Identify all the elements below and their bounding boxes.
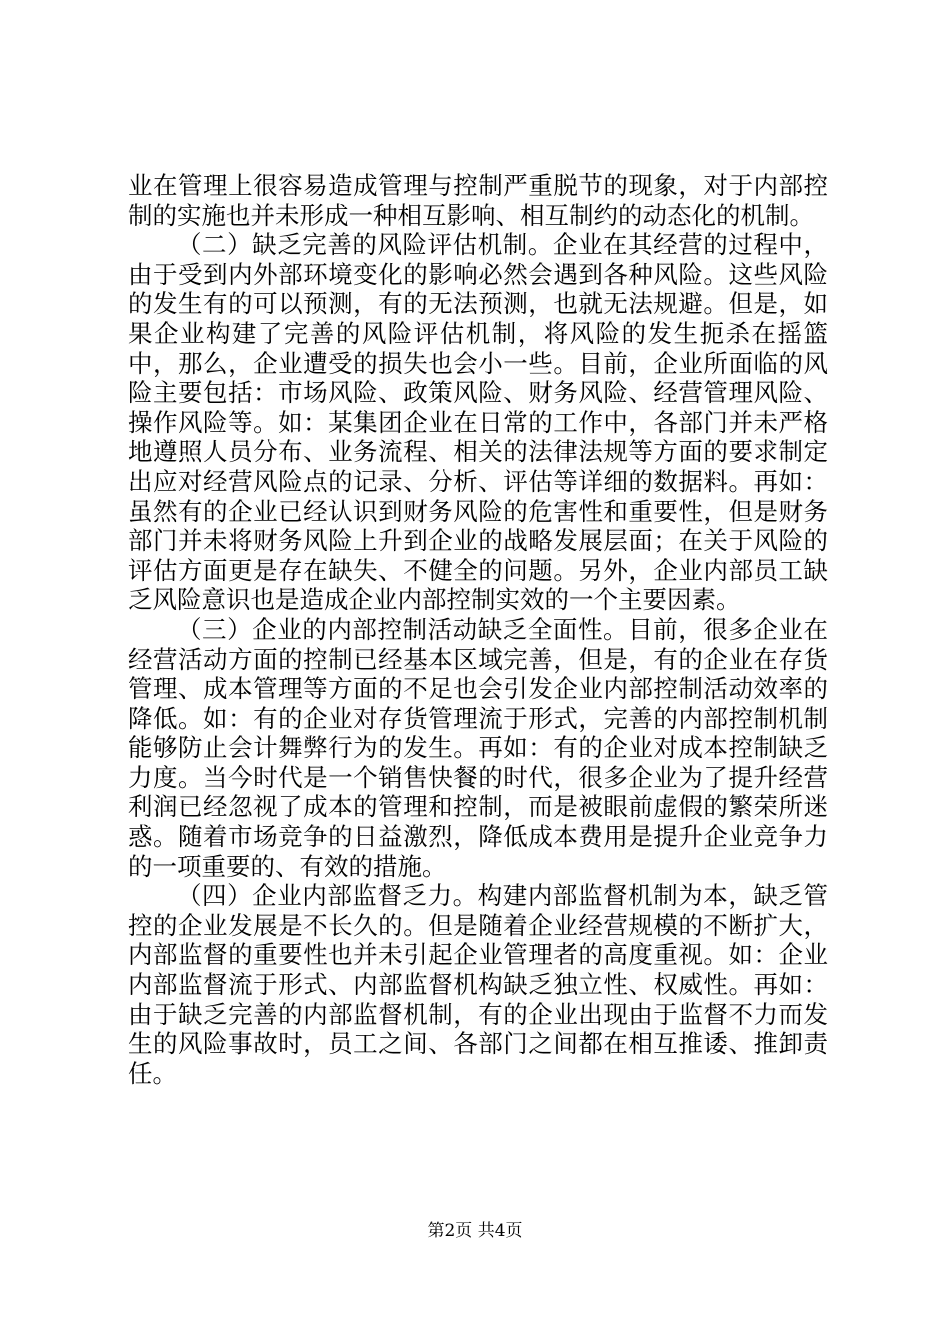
paragraph-control-activities: （三）企业的内部控制活动缺乏全面性。目前，很多企业在经营活动方面的控制已经基本区域完善，但是，有的企业在存货管理、成本管理等方面的不足也会引发企业内部控制活动效率的降低。如：有的企业对存货管理流于形式，完善的内部控制机制能够防止会计舞弊行为的发生。再如：有的企业对成本控制缺乏力度。当今时代是一个销售快餐的时代，很多企业为了提升经营利润已经忽视了成本的管理和控制，而是被眼前虚假的繁荣所迷惑。随着市场竞争的日益激烈，降低成本费用是提升企业竞争力的一项重要的、有效的措施。: [128, 614, 828, 881]
page-number-footer: 第2页 共4页: [427, 1221, 523, 1241]
document-body: [128, 171, 828, 1088]
paragraph-internal-supervision: （四）企业内部监督乏力。构建内部监督机制为本，缺乏管控的企业发展是不长久的。但是随着企业经营规模的不断扩大，内部监督的重要性也并未引起企业管理者的高度重视。如：企业内部监督流于形式、内部监督机构缺乏独立性、权威性。再如：由于缺乏完善的内部监督机制，有的企业出现由于监督不力而发生的风险事故时，员工之间、各部门之间都在相互推诿、推卸责任。: [128, 881, 828, 1088]
paragraph-continued: 业在管理上很容易造成管理与控制严重脱节的现象，对于内部控制的实施也并未形成一种相互影响、相互制约的动态化的机制。: [128, 171, 828, 230]
paragraph-risk-assessment: （二）缺乏完善的风险评估机制。企业在其经营的过程中，由于受到内外部环境变化的影响必然会遇到各种风险。这些风险的发生有的可以预测，有的无法预测，也就无法规避。但是，如果企业构建了完善的风险评估机制，将风险的发生扼杀在摇篮中，那么，企业遭受的损失也会小一些。目前，企业所面临的风险主要包括：市场风险、政策风险、财务风险、经营管理风险、操作风险等。如：某集团企业在日常的工作中，各部门并未严格地遵照人员分布、业务流程、相关的法律法规等方面的要求制定出应对经营风险点的记录、分析、评估等详细的数据料。再如：虽然有的企业已经认识到财务风险的危害性和重要性，但是财务部门并未将财务风险上升到企业的战略发展层面；在关于风险的评估方面更是存在缺失、不健全的问题。另外，企业内部员工缺乏风险意识也是造成企业内部控制实效的一个主要因素。: [128, 230, 828, 615]
